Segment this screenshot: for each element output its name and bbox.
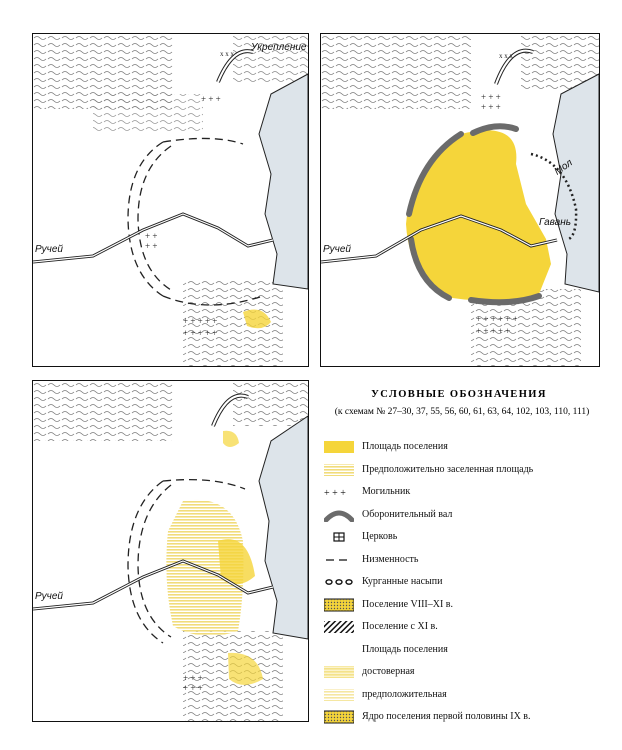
- legend-item: [314, 575, 614, 589]
- dotted-box-icon: [324, 598, 354, 612]
- legend-item-label: Курганные насыпи: [362, 576, 443, 587]
- legend-item: [314, 688, 614, 702]
- map-panel-a: [32, 33, 309, 367]
- legend-item: [314, 530, 614, 544]
- legend-item: [314, 665, 614, 679]
- cemetery-crosses: + + +: [201, 94, 221, 104]
- lowland-boundary: [163, 480, 245, 489]
- hatched-yellow-dense-icon: [324, 665, 354, 679]
- church-icon: [324, 530, 354, 544]
- lowland-boundary: [163, 138, 243, 144]
- map-panel-b: [320, 33, 600, 367]
- legend-item: [314, 643, 614, 657]
- legend-item: [314, 620, 614, 634]
- svg-text:+ + +: + + +: [324, 488, 346, 499]
- cemetery-crosses: + + +: [183, 683, 203, 693]
- lowland-boundary: [128, 481, 163, 643]
- mole-label: Мол: [552, 157, 575, 178]
- legend-item: [314, 508, 614, 522]
- settlement-area: [406, 130, 551, 300]
- stream-label: Ручей: [35, 244, 63, 255]
- map-panel-c: [32, 380, 309, 722]
- cemetery-crosses: + + + + +: [476, 326, 511, 336]
- settlement-area: [223, 431, 239, 447]
- lowland-boundary: [138, 146, 171, 290]
- water-body: [553, 74, 599, 292]
- lowland-area: [233, 381, 308, 426]
- cemetery-crosses: + +: [145, 231, 158, 241]
- hatched-yellow-light-icon: [324, 688, 354, 702]
- legend-item-label: Площадь поселения: [362, 441, 448, 452]
- legend-subtitle: (к схемам № 27–30, 37, 55, 56, 60, 61, 63, 64, 102, 103, 110, 111): [334, 407, 590, 417]
- mound-dots-icon: [324, 575, 354, 589]
- legend-item-label: Могильник: [362, 486, 411, 497]
- lowland-boundary: [128, 142, 163, 296]
- fortification-label: Укрепление: [251, 42, 307, 53]
- svg-text:x x x: x x x: [499, 52, 513, 60]
- legend-title: УСЛОВНЫЕ ОБОЗНАЧЕНИЯ: [371, 389, 547, 400]
- legend-item-label: Поселение с XI в.: [362, 621, 438, 632]
- cemetery-crosses: + +: [145, 241, 158, 251]
- legend-item-label: предположительная: [362, 688, 447, 700]
- map-c-drawing: [33, 381, 308, 721]
- legend-item: [314, 710, 614, 724]
- map-a-drawing: [33, 34, 308, 366]
- cemetery-crosses: + + +: [481, 92, 501, 102]
- water-body: [259, 416, 308, 639]
- map-b-drawing: [321, 34, 599, 366]
- water-body: [259, 74, 308, 289]
- cemetery-crosses: + + + + +: [183, 328, 218, 338]
- lowland-dash-icon: [324, 553, 354, 567]
- legend-item-label: достоверная: [362, 666, 415, 677]
- cemetery-crosses: + + + + +: [183, 316, 218, 326]
- legend-item: [314, 485, 614, 499]
- lowland-boundary: [138, 485, 171, 637]
- legend-item-label: Низменность: [362, 553, 419, 565]
- legend-item-label: Поселение VIII–XI в.: [362, 598, 454, 610]
- none-icon: [324, 643, 354, 657]
- legend-item: [314, 440, 614, 454]
- rampart-arc-icon: [324, 508, 354, 522]
- legend-item-label: Оборонительный вал: [362, 508, 453, 520]
- lowland-area: [321, 34, 471, 109]
- cemetery-crosses: + + +: [183, 673, 203, 683]
- lowland-area: [93, 94, 203, 134]
- lowland-area: [33, 381, 173, 441]
- hatched-yellow-icon: [324, 463, 354, 477]
- svg-text:x x x: x x x: [220, 50, 234, 58]
- cemetery-crosses: + + + + + +: [476, 314, 518, 324]
- crosses-icon: [324, 485, 354, 499]
- legend-item-label: Ядро поселения первой половины IX в.: [362, 711, 531, 722]
- legend-item: [314, 553, 614, 567]
- harbor-label: Гавань: [539, 217, 571, 228]
- legend-item-label: Церковь: [362, 531, 398, 542]
- cemetery-crosses: + + +: [481, 102, 501, 112]
- dotted-yellow-box-icon: [324, 710, 354, 724]
- legend-item-label: Предположительно заселенная площадь: [362, 463, 534, 475]
- stream-label: Ручей: [323, 244, 351, 255]
- legend-item: [314, 598, 614, 612]
- legend-item-label: Площадь поселения: [362, 643, 448, 655]
- legend-item: [314, 463, 614, 477]
- stream-label: Ручей: [35, 591, 63, 602]
- solid-yellow-icon: [324, 440, 354, 454]
- diagonal-hatch-icon: [324, 620, 354, 634]
- legend: [314, 383, 614, 723]
